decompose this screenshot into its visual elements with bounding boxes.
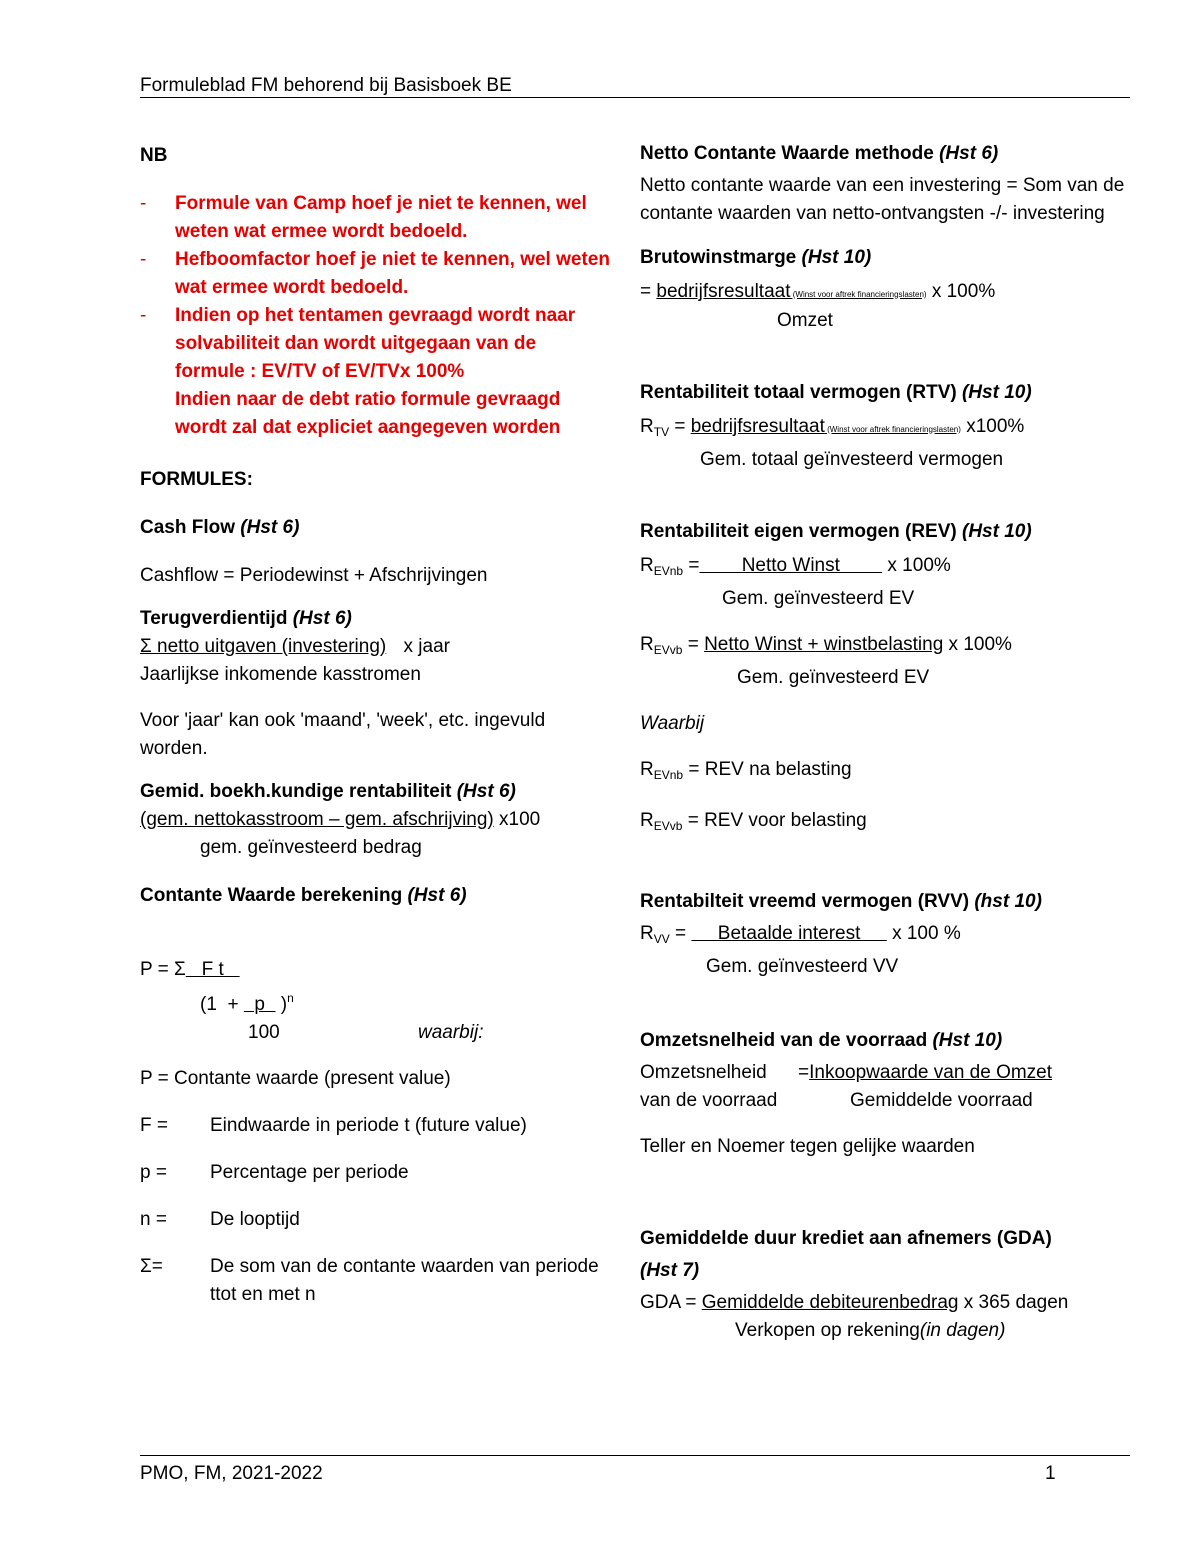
cw-formula-line1: [140, 956, 610, 984]
bwm-numerator: bedrijfsresultaat (Winst voor aftrek financieringslasten): [656, 281, 927, 302]
omz-formula: Omzetsnelheid = Inkoopwaarde van de Omzet: [640, 1062, 1053, 1083]
document-title: Formuleblad FM behorend bij Basisboek BE: [140, 75, 512, 96]
terugverdien-formula: [140, 633, 610, 661]
nb-item: - Indien op het tentamen gevraagd wordt naar solvabiliteit dan wordt uitgegaan van de formule : EV/TV of EV/TVx 100%: [140, 305, 576, 382]
gbr-denominator: gem. geïnvesteerd bedrag: [200, 837, 422, 858]
rev-formula-nb: $R_{EVnb}$ = Netto Winst x 100%: [640, 555, 951, 578]
nb-item: - Formule van Camp hoef je niet te kennen, wel weten wat ermee wordt bedoeld.: [140, 193, 587, 242]
cashflow-formula: Cashflow = Periodewinst + Afschrijvingen: [140, 565, 488, 586]
terugverdien-denominator: Jaarlijkse inkomende kasstromen: [140, 664, 421, 685]
rev-heading: Rentabiliteit eigen vermogen (REV) (Hst 10): [640, 521, 1032, 542]
nb-title: NB: [140, 145, 168, 166]
footer-rule: [140, 1455, 1130, 1456]
bwm-formula: = bedrijfsresultaat (Winst voor aftrek financieringslasten) x 100%: [640, 281, 996, 302]
omz-heading: Omzetsnelheid van de voorraad (Hst 10): [640, 1030, 1003, 1051]
rev-def-nb: $R_{EVnb}$ = REV na belasting: [640, 759, 852, 782]
rvv-formula: $R_{VV}$ = Betaalde interest x 100 %: [640, 923, 961, 946]
gda-formula: GDA = Gemiddelde debiteurenbedrag x 365 dagen: [640, 1292, 1069, 1313]
rev-denominator-nb: Gem. geïnvesteerd EV: [722, 588, 915, 609]
cw-p-def: P = Contante waarde (present value): [140, 1068, 451, 1089]
terugverdien-numerator: Σ netto uitgaven (investering): [140, 636, 387, 657]
cashflow-heading: Cash Flow (Hst 6): [140, 517, 300, 538]
cw-hundred: 100: [248, 1022, 280, 1043]
gda-heading: Gemiddelde duur krediet aan afnemers (GDA): [640, 1228, 1052, 1249]
rtv-formula: $R_{TV}$ = bedrijfsresultaat (Winst voor aftrek financieringslasten) x100%: [640, 416, 1025, 439]
nb-list: [140, 190, 610, 386]
ncw-text: Netto contante waarde van een investering = Som van de contante waarden van netto-ontvangsten -/- investering: [640, 175, 1125, 224]
gbr-numerator: (gem. nettokasstroom – gem. afschrijving): [140, 809, 494, 830]
nb-item: - Hefboomfactor hoef je niet te kennen, wel weten wat ermee wordt bedoeld.: [140, 249, 610, 298]
ncw-heading: Netto Contante Waarde methode (Hst 6): [640, 143, 999, 164]
omz-note: Teller en Noemer tegen gelijke waarden: [640, 1136, 975, 1157]
gbr-formula: [140, 806, 610, 834]
cw-p-eq: P = Σ: [140, 959, 186, 980]
cw-waarbij: waarbij:: [418, 1022, 484, 1043]
cw-def-row: p = Percentage per periode: [140, 1162, 409, 1183]
rtv-denominator: Gem. totaal geïnvesteerd vermogen: [700, 449, 1004, 470]
cw-formula-line2: (1 + p )$^n$: [200, 991, 294, 1015]
rtv-heading: Rentabiliteit totaal vermogen (RTV) (Hst 10): [640, 382, 1032, 403]
formules-title: FORMULES:: [140, 469, 253, 490]
rvv-heading: Rentabilteit vreemd vermogen (RVV) (hst 10): [640, 891, 1042, 912]
terugverdien-times: x jaar: [403, 636, 450, 657]
cw-def-row: n = De looptijd: [140, 1209, 300, 1230]
cw-heading: Contante Waarde berekening (Hst 6): [140, 885, 467, 906]
rev-formula-vb: $R_{EVvb}$ = Netto Winst + winstbelasting x 100%: [640, 634, 1012, 657]
bwm-heading: Brutowinstmarge (Hst 10): [640, 247, 872, 268]
cw-formula-line3: [140, 1019, 610, 1047]
gbr-heading: Gemid. boekh.kundige rentabiliteit (Hst 6): [140, 781, 516, 802]
nb-extra: Indien naar de debt ratio formule gevraagd wordt zal dat expliciet aangegeven worden: [175, 389, 561, 438]
rev-denominator-vb: Gem. geïnvesteerd EV: [737, 667, 930, 688]
terugverdien-note: Voor 'jaar' kan ook 'maand', 'week', etc. ingevuld worden.: [140, 710, 546, 759]
bwm-denominator: Omzet: [777, 310, 833, 331]
left-column: [140, 140, 610, 1309]
rev-waarbij: Waarbij: [640, 713, 705, 734]
rev-def-vb: $R_{EVvb}$ = REV voor belasting: [640, 810, 867, 833]
footer-text: PMO, FM, 2021-2022: [140, 1463, 323, 1484]
gda-denominator: Verkopen op rekening(in dagen): [735, 1320, 1006, 1341]
header-rule: [140, 97, 1130, 98]
gda-ref: (Hst 7): [640, 1260, 700, 1281]
rvv-denominator: Gem. geïnvesteerd VV: [706, 956, 899, 977]
rtv-numerator: bedrijfsresultaat (Winst voor aftrek financieringslasten): [690, 416, 961, 437]
omz-denominator-row: van de voorraad Gemiddelde voorraad: [640, 1090, 1033, 1111]
terugverdien-heading: Terugverdientijd (Hst 6): [140, 608, 352, 629]
cw-def-row: Σ= De som van de contante waarden van periode ttot en met n: [140, 1256, 599, 1305]
cw-ft: F t: [185, 959, 240, 980]
cw-def-row: F = Eindwaarde in periode t (future value): [140, 1115, 527, 1136]
page-number: 1: [1045, 1463, 1056, 1484]
right-column: [640, 140, 1140, 1345]
gbr-times: x100: [493, 809, 541, 830]
